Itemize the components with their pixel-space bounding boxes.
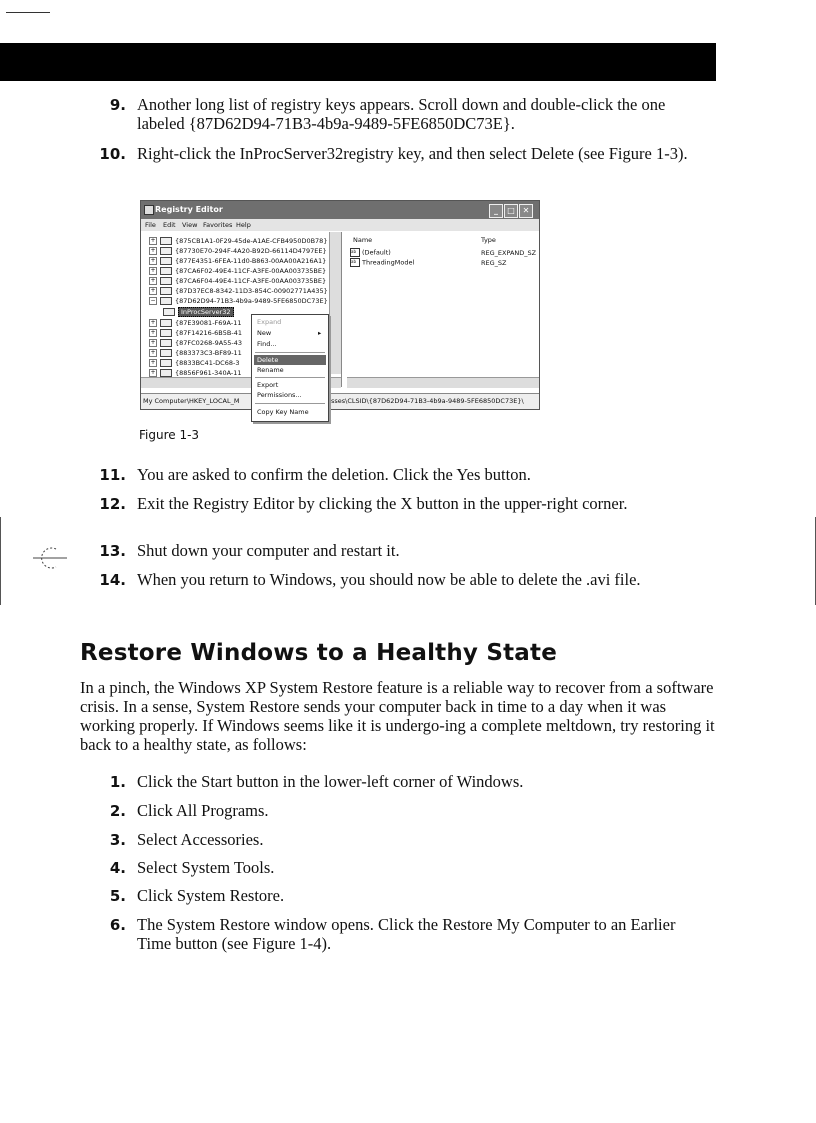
step-number: 4.	[109, 859, 126, 877]
folder-icon	[160, 287, 172, 295]
menu-view[interactable]: View	[182, 221, 198, 229]
title-bar	[141, 201, 539, 219]
step-number: 14.	[99, 571, 126, 589]
step-2	[76, 801, 706, 820]
tree-row[interactable]: + {87CA6F02-49E4-11CF-A3FE-00AA003735BE}	[150, 267, 327, 275]
menu-separator	[255, 352, 325, 353]
folder-icon	[160, 237, 172, 245]
menu-item-delete[interactable]: Delete	[257, 356, 279, 364]
step-text: Select Accessories.	[137, 830, 264, 849]
step-1	[76, 772, 706, 791]
step-number: 11.	[99, 466, 126, 484]
status-bar	[141, 393, 539, 409]
step-10	[76, 144, 706, 163]
folder-icon	[160, 339, 172, 347]
step-text: Exit the Registry Editor by clicking the X button in the upper-right corner.	[137, 494, 628, 513]
folder-icon	[160, 247, 172, 255]
tree-row-selected[interactable]	[163, 308, 234, 318]
value-type: REG_EXPAND_SZ	[481, 249, 537, 257]
step-number: 10.	[99, 145, 126, 163]
values-pane	[347, 232, 539, 377]
column-name-header[interactable]: Name	[353, 236, 373, 244]
step-number: 13.	[99, 542, 126, 560]
step-text: Another long list of registry keys appears. Scroll down and double-click the one labeled {87D62D94-71B3-4b9a-9489-5FE6850DC73E}.	[137, 95, 666, 133]
step-number: 9.	[109, 96, 126, 114]
submenu-arrow-icon: ▸	[318, 329, 322, 337]
expand-icon[interactable]: +	[150, 257, 156, 264]
menu-edit[interactable]: Edit	[163, 221, 176, 229]
tree-row[interactable]: + {875CB1A1-0F29-45de-A1AE-CFB4950D0B78}	[150, 237, 328, 245]
step-number: 1.	[109, 773, 126, 791]
expand-icon[interactable]: +	[150, 287, 156, 294]
tree-row[interactable]: + {883373C3-BF89-11	[150, 349, 242, 357]
tree-row[interactable]: + {87D37EC8-8342-11D3-854C-00902771A435}	[150, 287, 328, 295]
folder-icon	[160, 349, 172, 357]
section-heading: Restore Windows to a Healthy State	[80, 640, 558, 666]
registration-mark-icon	[30, 543, 70, 573]
menu-item-find[interactable]: Find...	[257, 340, 277, 348]
step-text: Click All Programs.	[137, 801, 269, 820]
window-title: Registry Editor	[155, 205, 223, 214]
tree-row[interactable]: + {8856F961-340A-11	[150, 369, 242, 377]
menu-help[interactable]: Help	[236, 221, 251, 229]
value-row[interactable]: ab (Default)	[351, 248, 391, 257]
expand-icon[interactable]: +	[150, 369, 156, 376]
menu-separator	[255, 403, 325, 404]
tree-row[interactable]: + {877E4351-6FEA-11d0-B863-00AA00A216A1}	[150, 257, 327, 265]
folder-icon	[163, 308, 175, 316]
menu-item-copy-key-name[interactable]: Copy Key Name	[257, 408, 309, 416]
tree-vertical-scrollbar[interactable]	[329, 232, 341, 374]
folder-icon	[160, 329, 172, 337]
string-value-icon: ab	[350, 258, 360, 267]
registry-app-icon	[144, 205, 154, 215]
folder-icon	[160, 359, 172, 367]
tree-row[interactable]: + {87730E70-294F-4A20-B92D-66114D4797EE}	[150, 247, 327, 255]
step-number: 3.	[109, 831, 126, 849]
menu-item-permissions[interactable]: Permissions...	[257, 391, 302, 399]
status-path-left: My Computer\HKEY_LOCAL_M	[143, 397, 240, 405]
step-5	[76, 886, 706, 905]
step-text: Click System Restore.	[137, 886, 285, 905]
step-4	[76, 858, 706, 877]
step-text: Right-click the InProcServer32registry key, and then select Delete (see Figure 1-3).	[137, 144, 688, 163]
values-horizontal-scrollbar[interactable]	[347, 377, 539, 388]
figure-caption: Figure 1-3	[139, 428, 200, 442]
step-number: 2.	[109, 802, 126, 820]
collapse-icon[interactable]: −	[150, 297, 156, 304]
context-menu	[251, 314, 329, 422]
margin-mark-left	[0, 517, 1, 605]
expand-icon[interactable]: +	[150, 329, 156, 336]
step-9	[76, 95, 706, 133]
folder-open-icon	[160, 297, 172, 305]
step-text: The System Restore window opens. Click the Restore My Computer to an Earlier Time button (see Figure 1-4).	[137, 915, 676, 953]
selected-key[interactable]: InProcServer32	[178, 307, 234, 317]
string-value-icon: ab	[350, 248, 360, 257]
expand-icon[interactable]: +	[150, 349, 156, 356]
tree-row[interactable]: + {8833BC41-DC68-3	[150, 359, 240, 367]
expand-icon[interactable]: +	[150, 237, 156, 244]
value-row[interactable]: ab ThreadingModel	[351, 258, 415, 267]
top-rule	[6, 12, 50, 13]
header-bar	[0, 43, 716, 81]
status-path-right: sses\CLSID\{87D62D94-71B3-4b9a-9489-5FE6850DC73E}\	[331, 397, 524, 405]
value-type: REG_SZ	[481, 259, 507, 267]
section-intro: In a pinch, the Windows XP System Restore feature is a reliable way to recover from a software crisis. In a sense, System Restore sends your computer back in time to a day when it was working properly. If Windows seems like it is undergo-ing a complete meltdown, try restoring it back to a healthy state, as follows:	[80, 678, 715, 754]
tree-row[interactable]: − {87D62D94-71B3-4b9a-9489-5FE6850DC73E}	[150, 297, 328, 305]
step-text: Select System Tools.	[137, 858, 275, 877]
menu-item-new[interactable]: New	[257, 329, 272, 337]
expand-icon[interactable]: +	[150, 339, 156, 346]
menu-item-expand[interactable]: Expand	[257, 318, 282, 326]
tree-row[interactable]: + {87F14216-6B5B-41	[150, 329, 242, 337]
step-number: 6.	[109, 916, 126, 934]
step-text: Shut down your computer and restart it.	[137, 541, 400, 560]
menu-separator	[255, 377, 325, 378]
minimize-button[interactable]: _	[489, 204, 503, 218]
expand-icon[interactable]: +	[150, 277, 156, 284]
menu-favorites[interactable]: Favorites	[203, 221, 233, 229]
step-text: You are asked to confirm the deletion. Click the Yes button.	[137, 465, 531, 484]
expand-icon[interactable]: +	[150, 247, 156, 254]
folder-icon	[160, 319, 172, 327]
maximize-button[interactable]: □	[504, 204, 518, 218]
step-3	[76, 830, 706, 849]
step-12	[76, 494, 706, 513]
column-type-header[interactable]: Type	[481, 236, 496, 244]
step-number: 5.	[109, 887, 126, 905]
folder-icon	[160, 267, 172, 275]
step-6	[76, 915, 706, 953]
folder-icon	[160, 257, 172, 265]
tree-row[interactable]: + {87FC0268-9A55-43	[150, 339, 243, 347]
expand-icon[interactable]: +	[150, 267, 156, 274]
step-13	[76, 541, 706, 560]
tree-row[interactable]: + {87E39081-F69A-11	[150, 319, 242, 327]
close-button[interactable]: ✕	[519, 204, 533, 218]
folder-icon	[160, 277, 172, 285]
step-text: Click the Start button in the lower-left corner of Windows.	[137, 772, 524, 791]
menu-item-export[interactable]: Export	[257, 381, 279, 389]
folder-icon	[160, 369, 172, 377]
registry-editor-window	[140, 200, 540, 410]
menu-item-rename[interactable]: Rename	[257, 366, 284, 374]
menu-bar	[141, 219, 539, 231]
step-14	[76, 570, 706, 589]
step-11	[76, 465, 706, 484]
tree-row[interactable]: + {87CA6F04-49E4-11CF-A3FE-00AA003735BE}	[150, 277, 327, 285]
step-number: 12.	[99, 495, 126, 513]
menu-file[interactable]: File	[145, 221, 156, 229]
expand-icon[interactable]: +	[150, 359, 156, 366]
expand-icon[interactable]: +	[150, 319, 156, 326]
step-text: When you return to Windows, you should now be able to delete the .avi file.	[137, 570, 641, 589]
